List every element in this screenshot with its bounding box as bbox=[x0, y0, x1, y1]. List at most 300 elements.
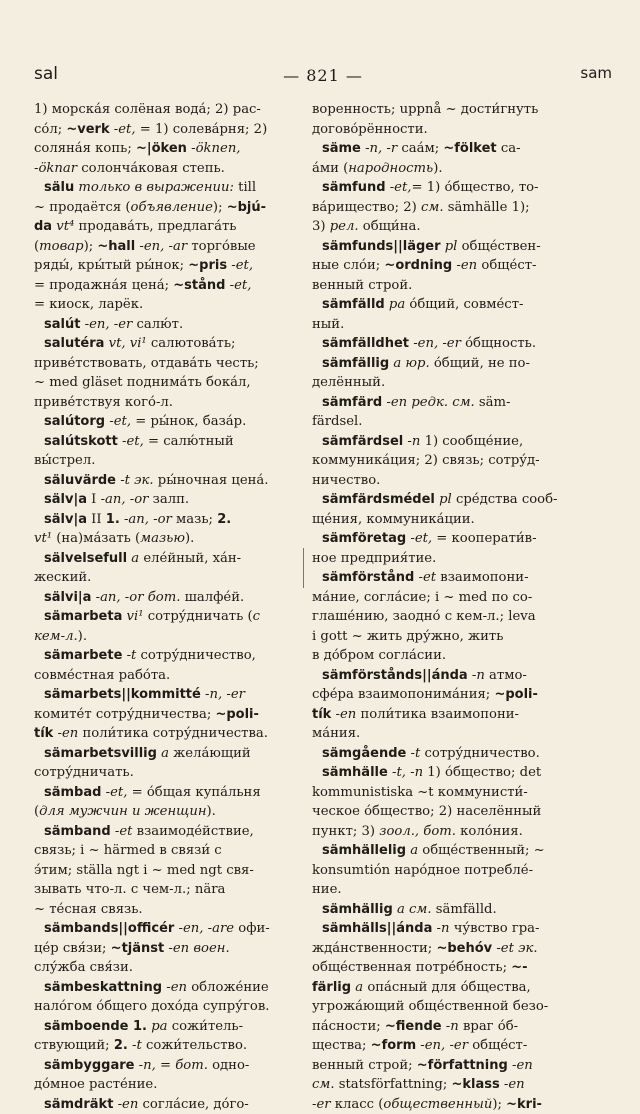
entry-line bbox=[34, 841, 296, 861]
headword: sämförstånds||ánda bbox=[322, 668, 468, 683]
entry-line bbox=[312, 198, 608, 218]
headword: ~kri- bbox=[506, 1097, 542, 1112]
headword: sämfund bbox=[322, 180, 386, 195]
definition-text: мазь; bbox=[172, 512, 217, 527]
grammar-label: a bbox=[157, 746, 169, 761]
grammar-label: зоол., бот. bbox=[379, 824, 456, 839]
page-header bbox=[34, 64, 612, 88]
headword: ~fiende bbox=[385, 1019, 442, 1034]
entry-line bbox=[312, 256, 608, 276]
headword: 1. bbox=[106, 512, 120, 527]
entry-line bbox=[34, 900, 296, 920]
definition-text: еле́йный, ха́н- bbox=[139, 551, 241, 566]
grammar-label: vi¹ bbox=[122, 609, 143, 624]
headword: tík bbox=[312, 707, 331, 722]
grammar-label: -en bbox=[508, 1058, 533, 1073]
definition-text: саа́м; bbox=[397, 141, 443, 156]
entry-line bbox=[312, 939, 608, 959]
entry-line bbox=[34, 334, 296, 354]
grammar-label: -t bbox=[122, 648, 136, 663]
definition-text: опа́сный для о́бщества, bbox=[363, 980, 531, 995]
grammar-label: -t, -n bbox=[388, 765, 423, 780]
entry-line bbox=[312, 588, 608, 608]
grammar-label: vt⁴ bbox=[52, 219, 74, 234]
definition-text: säm- bbox=[475, 395, 511, 410]
grammar-label: -en bbox=[113, 1097, 138, 1112]
entry-line bbox=[34, 978, 296, 998]
headword: ~bjú- bbox=[227, 200, 266, 215]
headword: ~verk bbox=[66, 122, 109, 137]
definition-text: делённый. bbox=[312, 375, 385, 390]
definition-text: приве́тствуя кого́-л. bbox=[34, 395, 173, 410]
definition-text: венный строй; bbox=[312, 1058, 417, 1073]
entry-line bbox=[312, 471, 608, 491]
grammar-label: рел. bbox=[330, 219, 359, 234]
entry-line bbox=[312, 841, 608, 861]
entry-line bbox=[34, 627, 296, 647]
grammar-label: -en редк. см. bbox=[382, 395, 475, 410]
grammar-label: кем-л. bbox=[34, 629, 78, 644]
headword: salút bbox=[44, 317, 80, 332]
headword: salútorg bbox=[44, 414, 105, 429]
headword: ~stånd bbox=[173, 278, 225, 293]
headword: sämfunds||läger bbox=[322, 239, 441, 254]
definition-text: жела́ющий bbox=[169, 746, 251, 761]
entry-line bbox=[34, 529, 296, 549]
entry-line bbox=[312, 510, 608, 530]
headword: ~behóv bbox=[436, 941, 492, 956]
definition-text: атмо- bbox=[485, 668, 527, 683]
entry-line bbox=[312, 744, 608, 764]
definition-text: комите́т сотру́дничества; bbox=[34, 707, 215, 722]
definition-text: са- bbox=[497, 141, 521, 156]
definition-text: зывать что-л. с чем-л.; nära bbox=[34, 882, 225, 897]
entry-line bbox=[34, 217, 296, 237]
headword: sämhällig bbox=[322, 902, 393, 917]
column-divider bbox=[303, 548, 304, 588]
headword: sämarbetsvillig bbox=[44, 746, 157, 761]
entry-line bbox=[312, 276, 608, 296]
definition-text: ~ те́сная связь. bbox=[34, 902, 143, 917]
grammar-label: pa bbox=[147, 1019, 168, 1034]
entry-line bbox=[312, 997, 608, 1017]
entry-line bbox=[34, 159, 296, 179]
grammar-label: -et, = bbox=[406, 531, 447, 546]
entry-line bbox=[34, 607, 296, 627]
definition-text: э́тим; ställa ngt i ~ med ngt свя- bbox=[34, 863, 254, 878]
entry-line bbox=[312, 549, 608, 569]
grammar-label: -t bbox=[406, 746, 420, 761]
definition-text: 1) сообще́ние, bbox=[420, 434, 523, 449]
headword: sämbands||officér bbox=[44, 921, 174, 936]
definition-text: сфе́ра взаимопонима́ния; bbox=[312, 687, 494, 702]
headword: sämhälle bbox=[322, 765, 388, 780]
grammar-label: pl bbox=[441, 239, 458, 254]
definition-text: сотру́дничество. bbox=[420, 746, 539, 761]
grammar-label: -et, = bbox=[101, 785, 142, 800]
entry-line bbox=[34, 315, 296, 335]
definition-text: 1) о́бщество; det bbox=[423, 765, 541, 780]
grammar-label: a см. bbox=[393, 902, 432, 917]
headword: färlig bbox=[312, 980, 351, 995]
grammar-label: -en, -ar bbox=[135, 239, 187, 254]
definition-text: 1) морска́я солёная вода́; 2) рас- bbox=[34, 102, 261, 117]
grammar-label: -n bbox=[468, 668, 485, 683]
grammar-label: -et bbox=[414, 570, 436, 585]
entry-line bbox=[312, 139, 608, 159]
entry-line bbox=[34, 510, 296, 530]
entry-line bbox=[34, 1056, 296, 1076]
grammar-label: -et, = bbox=[118, 434, 159, 449]
definition-text: ствующий; bbox=[34, 1038, 114, 1053]
grammar-label: -en, -er bbox=[416, 1038, 468, 1053]
grammar-label: vt¹ bbox=[34, 531, 52, 546]
headword: sämhälls||ánda bbox=[322, 921, 432, 936]
entry-line bbox=[312, 919, 608, 939]
definition-text: ческое о́бщество; 2) населённый bbox=[312, 804, 541, 819]
grammar-label: -en bbox=[331, 707, 356, 722]
definition-text: ); bbox=[84, 239, 98, 254]
entry-line bbox=[312, 607, 608, 627]
entry-line bbox=[312, 451, 608, 471]
left-column bbox=[34, 100, 296, 1114]
headword: ~tjänst bbox=[111, 941, 165, 956]
entry-line bbox=[34, 178, 296, 198]
grammar-label: -n, -r bbox=[361, 141, 397, 156]
headword: salutéra bbox=[44, 336, 104, 351]
headword: sämfälldhet bbox=[322, 336, 409, 351]
entry-line bbox=[312, 237, 608, 257]
definition-text: жда́нственности; bbox=[312, 941, 436, 956]
grammar-label: -et, = bbox=[105, 414, 146, 429]
entry-line bbox=[312, 685, 608, 705]
definition-text: ничество. bbox=[312, 473, 380, 488]
definition-text: одно- bbox=[208, 1058, 249, 1073]
definition-text: сре́дства сооб- bbox=[452, 492, 558, 507]
definition-text: 1) солева́рня; 2) bbox=[151, 122, 267, 137]
entry-line bbox=[312, 724, 608, 744]
headword: da bbox=[34, 219, 52, 234]
definition-text: 3) bbox=[312, 219, 330, 234]
headword: sälu bbox=[44, 180, 74, 195]
definition-text: обложе́ние bbox=[187, 980, 269, 995]
entry-line bbox=[312, 334, 608, 354]
headword: ~hall bbox=[97, 239, 135, 254]
definition-text: ные сло́и; bbox=[312, 258, 384, 273]
headword: sälvelsefull bbox=[44, 551, 127, 566]
definition-text: вы́стрел. bbox=[34, 453, 95, 468]
grammar-label: см. bbox=[421, 200, 444, 215]
headword: ~pris bbox=[188, 258, 227, 273]
definition-text: konsumtión наро́дное потребле́- bbox=[312, 863, 533, 878]
entry-line bbox=[312, 1036, 608, 1056]
headword: sämbyggare bbox=[44, 1058, 134, 1073]
entry-line bbox=[34, 198, 296, 218]
grammar-label: -et, = bbox=[110, 122, 151, 137]
grammar-label: -et, bbox=[225, 278, 251, 293]
grammar-label: -er bbox=[312, 1097, 331, 1112]
definition-text: согла́сие, до́го- bbox=[138, 1097, 248, 1112]
definition-text: II bbox=[87, 512, 106, 527]
entry-line bbox=[34, 100, 296, 120]
right-guide-word: sam bbox=[580, 64, 612, 82]
definition-text: обще́ственная потре́бность; bbox=[312, 960, 511, 975]
entry-line bbox=[34, 744, 296, 764]
entry-line bbox=[312, 393, 608, 413]
definition-text: чу́вство гра- bbox=[450, 921, 540, 936]
definition-text: till bbox=[234, 180, 256, 195]
grammar-label: -et эк. bbox=[492, 941, 537, 956]
definition-text: до́мное расте́ние. bbox=[34, 1077, 157, 1092]
definition-text: поли́тика сотру́дничества. bbox=[78, 726, 268, 741]
grammar-label: a bbox=[351, 980, 363, 995]
headword: sämarbete bbox=[44, 648, 122, 663]
grammar-label: -en воен. bbox=[164, 941, 229, 956]
definition-text: коло́ния. bbox=[456, 824, 523, 839]
definition-text: ще́ния, коммуника́ции. bbox=[312, 512, 475, 527]
definition-text: сотру́дничать ( bbox=[144, 609, 253, 624]
headword: säluvärde bbox=[44, 473, 116, 488]
headword: 2. bbox=[114, 1038, 128, 1053]
entry-line bbox=[34, 276, 296, 296]
definition-text: офи- bbox=[234, 921, 270, 936]
entry-line bbox=[312, 783, 608, 803]
definition-text: обще́ственный; ~ bbox=[418, 843, 545, 858]
definition-text: совме́стная рабо́та. bbox=[34, 668, 170, 683]
grammar-label: товар bbox=[39, 239, 83, 254]
headword: sämfällig bbox=[322, 356, 389, 371]
definition-text: ва́рищество; 2) bbox=[312, 200, 421, 215]
entry-line bbox=[34, 802, 296, 822]
headword: sämföretag bbox=[322, 531, 406, 546]
definition-text: statsförfattning; bbox=[335, 1077, 452, 1092]
definition-text: общи́на. bbox=[359, 219, 421, 234]
definition-text: класс ( bbox=[331, 1097, 384, 1112]
grammar-label: -en bbox=[162, 980, 187, 995]
grammar-label: -en bbox=[53, 726, 78, 741]
entry-line bbox=[34, 997, 296, 1017]
definition-text: ряды́, кры́тый ры́нок; bbox=[34, 258, 188, 273]
definition-text: сожи́тельство. bbox=[142, 1038, 247, 1053]
grammar-label: -en, -are bbox=[174, 921, 234, 936]
entry-line bbox=[34, 666, 296, 686]
definition-text: ние. bbox=[312, 882, 342, 897]
definition-text: продава́ть, предлага́ть bbox=[74, 219, 236, 234]
definition-text: солонча́ковая степь. bbox=[77, 161, 225, 176]
grammar-label: a юр. bbox=[389, 356, 430, 371]
entry-line bbox=[34, 939, 296, 959]
headword: ~ordning bbox=[384, 258, 452, 273]
definition-text: це́р свя́зи; bbox=[34, 941, 111, 956]
definition-text: салю́т. bbox=[132, 317, 183, 332]
grammar-label: мазью bbox=[140, 531, 185, 546]
entry-line bbox=[312, 295, 608, 315]
definition-text: = продажна́я цена́; bbox=[34, 278, 173, 293]
entry-line bbox=[312, 900, 608, 920]
entry-line bbox=[312, 627, 608, 647]
definition-text: ма́ния. bbox=[312, 726, 360, 741]
definition-text: färdsel. bbox=[312, 414, 362, 429]
grammar-label: -t bbox=[128, 1038, 142, 1053]
definition-text: нало́гом о́бщего дохо́да супру́гов. bbox=[34, 999, 269, 1014]
left-guide-word: sal bbox=[34, 64, 58, 84]
entry-line bbox=[312, 958, 608, 978]
entry-line bbox=[34, 783, 296, 803]
entry-line bbox=[312, 412, 608, 432]
headword: sämboende 1. bbox=[44, 1019, 147, 1034]
grammar-label: -n, = бот. bbox=[134, 1058, 207, 1073]
grammar-label: a bbox=[406, 843, 418, 858]
entry-line bbox=[312, 666, 608, 686]
definition-text: ры́нок, база́р. bbox=[146, 414, 246, 429]
definition-text: венный строй. bbox=[312, 278, 412, 293]
grammar-label: -t эк. bbox=[116, 473, 154, 488]
definition-text: торго́вые bbox=[187, 239, 255, 254]
headword: sämhällelig bbox=[322, 843, 406, 858]
grammar-label: -n bbox=[432, 921, 449, 936]
headword: ~form bbox=[371, 1038, 416, 1053]
entry-line bbox=[34, 685, 296, 705]
definition-text: ( bbox=[34, 804, 39, 819]
headword: sälvi|a bbox=[44, 590, 91, 605]
grammar-label: -en bbox=[452, 258, 477, 273]
headword: sämgående bbox=[322, 746, 406, 761]
definition-text: салютова́ть; bbox=[147, 336, 236, 351]
grammar-label: для мужчин и женщин bbox=[39, 804, 206, 819]
definition-text: = киоск, ларёк. bbox=[34, 297, 143, 312]
grammar-label: a bbox=[127, 551, 139, 566]
definition-text: ). bbox=[207, 804, 216, 819]
entry-line bbox=[312, 802, 608, 822]
entry-line bbox=[34, 880, 296, 900]
entry-line bbox=[312, 315, 608, 335]
entry-line bbox=[34, 490, 296, 510]
right-column bbox=[312, 100, 608, 1114]
grammar-label: объявление bbox=[131, 200, 213, 215]
definition-text: ). bbox=[185, 531, 194, 546]
entry-line bbox=[312, 100, 608, 120]
entry-line bbox=[312, 373, 608, 393]
entry-line bbox=[34, 958, 296, 978]
entry-line bbox=[34, 237, 296, 257]
definition-text: поли́тика взаимопони- bbox=[356, 707, 519, 722]
definition-text: ~ med gläset поднима́ть бока́л, bbox=[34, 375, 251, 390]
entry-line bbox=[312, 354, 608, 374]
headword: salútskott bbox=[44, 434, 118, 449]
definition-text: пункт; 3) bbox=[312, 824, 379, 839]
definition-text: связь; i ~ härmed в связи́ с bbox=[34, 843, 222, 858]
entry-line bbox=[312, 432, 608, 452]
definition-text: о́бщий, не по- bbox=[430, 356, 530, 371]
entry-line bbox=[312, 490, 608, 510]
definition-text: sämhälle 1); bbox=[444, 200, 530, 215]
headword: ~|öken bbox=[136, 141, 187, 156]
entry-line bbox=[34, 1075, 296, 1095]
entry-line bbox=[34, 724, 296, 744]
entry-line bbox=[312, 120, 608, 140]
entry-line bbox=[34, 919, 296, 939]
headword: ~- bbox=[511, 960, 527, 975]
definition-text: ). bbox=[433, 161, 442, 176]
definition-text: взаимопони- bbox=[436, 570, 528, 585]
headword: 2. bbox=[217, 512, 231, 527]
headword: sämfärdsmédel bbox=[322, 492, 435, 507]
grammar-label: vt, vi¹ bbox=[104, 336, 146, 351]
headword: ~klass bbox=[451, 1077, 499, 1092]
headword: tík bbox=[34, 726, 53, 741]
headword: sämdräkt bbox=[44, 1097, 113, 1112]
entry-line bbox=[34, 588, 296, 608]
entry-line bbox=[312, 880, 608, 900]
headword: sämförstånd bbox=[322, 570, 414, 585]
entry-line bbox=[34, 568, 296, 588]
entry-line bbox=[312, 178, 608, 198]
grammar-label: см. bbox=[312, 1077, 335, 1092]
entry-line bbox=[312, 861, 608, 881]
definition-text: взаимоде́йствие, bbox=[132, 824, 253, 839]
entry-line bbox=[34, 120, 296, 140]
entry-line bbox=[34, 1036, 296, 1056]
definition-text: ); bbox=[213, 200, 227, 215]
definition-text: в до́бром согла́сии. bbox=[312, 648, 446, 663]
entry-line bbox=[312, 529, 608, 549]
definition-text: коммуника́ция; 2) связь; сотру́д- bbox=[312, 453, 540, 468]
grammar-label: -en, -er bbox=[80, 317, 132, 332]
headword: ~fölket bbox=[443, 141, 496, 156]
definition-text: па́сности; bbox=[312, 1019, 385, 1034]
grammar-label: народность bbox=[348, 161, 433, 176]
headword: sämbeskattning bbox=[44, 980, 162, 995]
definition-text: ( bbox=[34, 239, 39, 254]
entry-line bbox=[312, 217, 608, 237]
definition-text: воренность; uppnå ~ дости́гнуть bbox=[312, 102, 538, 117]
grammar-label: -en, -er bbox=[409, 336, 461, 351]
entry-line bbox=[34, 373, 296, 393]
definition-text: ). bbox=[78, 629, 87, 644]
grammar-label: -et bbox=[111, 824, 133, 839]
entry-line bbox=[312, 568, 608, 588]
definition-text: I bbox=[87, 492, 101, 507]
definition-text: обще́ст- bbox=[468, 1038, 527, 1053]
definition-text: враг о́б- bbox=[459, 1019, 518, 1034]
grammar-label: -an, -or bbox=[101, 492, 149, 507]
headword: sämband bbox=[44, 824, 111, 839]
grammar-label: -et, bbox=[227, 258, 253, 273]
definition-text: со́л; bbox=[34, 122, 66, 137]
definition-text: приве́тствовать, отдава́ть честь; bbox=[34, 356, 259, 371]
definition-text: обще́ст- bbox=[477, 258, 536, 273]
definition-text: кооперати́в- bbox=[447, 531, 536, 546]
headword: sämarbeta bbox=[44, 609, 122, 624]
definition-text: о́бщая купа́льня bbox=[143, 785, 261, 800]
definition-text: 1) о́бщество, то- bbox=[423, 180, 539, 195]
definition-text: жеский. bbox=[34, 570, 91, 585]
entry-line bbox=[34, 549, 296, 569]
definition-text: kommunistiska ~t коммунисти́- bbox=[312, 785, 528, 800]
definition-text: sämfälld. bbox=[432, 902, 497, 917]
grammar-label: с bbox=[253, 609, 260, 624]
entry-line bbox=[34, 432, 296, 452]
entry-line bbox=[312, 646, 608, 666]
entry-line bbox=[34, 822, 296, 842]
grammar-label: -an, -or бот. bbox=[91, 590, 180, 605]
definition-text: глаше́нию, заодно́ с кем-л.; leva bbox=[312, 609, 536, 624]
headword: sälv|a bbox=[44, 492, 87, 507]
entry-line bbox=[34, 861, 296, 881]
entry-line bbox=[34, 451, 296, 471]
entry-line bbox=[34, 354, 296, 374]
headword: sämfärd bbox=[322, 395, 382, 410]
